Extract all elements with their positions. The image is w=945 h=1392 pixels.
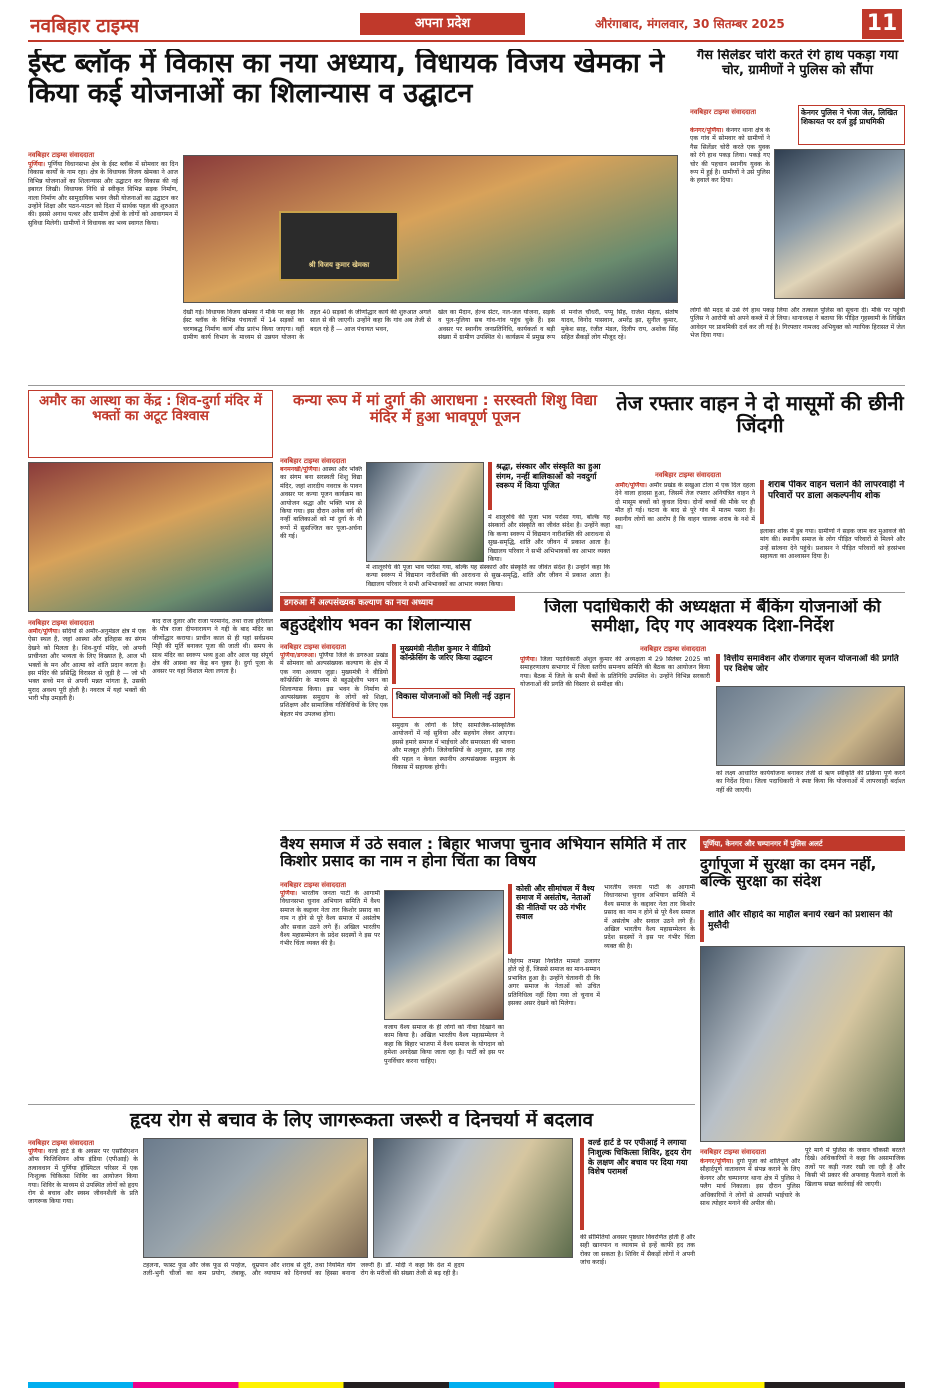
vaishya-body4: भारतीय जनता पार्टी के आगामी विधानसभा चुनाव अभियान समिति में वैश्य समाज के कद्दावर नेता तार किशोर प्रसाद का नाम न होने से पूरे वैश्य समाज में असंतोष और सवाल उठने लगे हैं। अखिल भारतीय वैश्य महासम्मेलन के प्रदेश सदस्यों ने इस पर गंभीर चिंता व्यक्त की है। [604,884,695,950]
gas-body [690,127,770,307]
heart-story [28,1108,695,1378]
vaishya-subhead-box [508,884,600,954]
kanya-dateline: बनमनखी/पूर्णिया। [280,466,321,473]
heart-body2: टहलना, फास्ट फूड और जंक फूड से परहेज, तली-भुनी चीजों का कम प्रयोग, तंबाकू, धूम्रपान और शराब से दूरी, तथा नियमित योग और व्यायाम को दिनचर्या का हिस्सा बनाना जरूरी है। डॉ. मोदी ने कहा कि देश में हृदय रोग के मरीजों की संख्या तेजी से बढ़ रही है। [143,1262,465,1278]
vaishya-body [280,890,380,1102]
lead-body2: देखी गई। विधायक विजय खेमका ने मौके पर कहा कि ईस्ट ब्लॉक के विभिन्न पंचायतों में 14 सड़कों का चरणबद्ध निर्माण कार्य शीघ्र प्रारंभ किया जाएगा। वहीं ग्रामीण कार्य विभाग के माध्यम से उन्नयन योजना के तहत 40 सड़कों के जीर्णोद्धार कार्य की शुरुआत अगले साल से की जाएगी। उन्होंने कहा कि गांव अब तेजी से बदल रहे हैं — आज पंचायत भवन, [183,309,431,342]
lead-plaque [279,211,399,281]
kanya-body2-col: में शालूरुचि की पूजा भाव परोसा गया, बल्कि यह संस्कारों और संस्कृति का जीवंत संदेश है। उन्होंने कहा कि कन्या स्वरूप में विद्यमान नारीशक्ति की आराधना से सुख-समृद्धि, शांति और जीवन में प्रकाश आता है। विद्यालय परिवार ने सभी अभिभावकों का आभार व्यक्त किया। [488,514,610,564]
color-registration-bar [28,1382,905,1388]
masthead-rule [28,40,904,42]
lead-body [28,161,178,228]
lead-photo [183,155,678,303]
heart-body [28,1148,138,1370]
divider-h4 [28,1104,695,1105]
amour-body-text: सदियों से अमौर-अनुमंडल क्षेत्र में एक ऐसा स्थल है, जहां आस्था और इतिहास का संगम देखने को मिलता है। शिव-दुर्गा मंदिर, जो अपनी प्राचीनता और भव्यता के लिए विख्यात है, आज भी भक्तों के मन और आत्मा को शांति प्रदान करता है। इस मंदिर की प्रसिद्धि विरासत से जुड़ी है — जो भी भक्त सच्चे मन से अपनी मन्नत मांगता है, उसकी मुराद अवश्य पूरी होती है। नवरात्र में यहां भक्तों की भारी भीड़ उमड़ती है। [28,628,146,703]
banking-body [520,656,710,826]
minority-subhead-box [392,644,515,684]
heart-byline: नवबिहार टाइम्स संवाददाता [28,1139,95,1147]
banking-story [520,596,905,826]
gas-subhead: केनगर पुलिस ने भेजा जेल, लिखित शिकायत पर दर्ज हुई प्राथमिकी [801,108,898,126]
banking-subhead: वित्तीय समावेशन और रोजगार सृजन योजनाओं की प्रगति पर विशेष जोर [724,654,899,675]
masthead-dateline: औरंगाबाद, मंगलवार, 30 सितम्बर 2025 [595,17,785,31]
gas-byline: नवबिहार टाइम्स संवाददाता [690,108,757,116]
minority-kicker-bar [280,596,515,611]
lead-dateline: पूर्णिया। [28,161,46,168]
vaishya-dateline: पूर्णिया। [280,890,298,897]
accident-subhead: शराब पीकर वाहन चलाने की लापरवाही ने परिवारों पर डाला अकल्पनीय शोक [768,480,905,501]
banking-photo [716,686,905,766]
lead-story [28,47,678,382]
amour-dateline: अमौर/पूर्णिया। [28,628,60,635]
lead-plaque-text: श्री विजय कुमार खेमका [308,261,370,269]
gas-body-text: केनगर थाना क्षेत्र के एक गांव में सोमवार को ग्रामीणों ने गैस सिलेंडर चोरी करते एक युवक को रंगे हाथ पकड़ लिया। पकड़े गए चोर की पहचान स्थानीय युवक के रूप में हुई है। ग्रामीणों ने उसे पुलिस के हवाले कर दिया। [690,127,770,185]
masthead-section [360,13,525,35]
police-story [700,834,905,1374]
heart-subhead: वर्ल्ड हार्ट डे पर एपीआई ने लगाया निःशुल्क चिकित्सा शिविर, हृदय रोग के लक्षण और बचाव पर दिया गया विशेष परामर्श [588,1138,692,1177]
minority-subhead: मुख्यमंत्री नीतीश कुमार ने वीडियो कॉन्फ्रेंसिंग के जरिए किया उद्घाटन [400,644,493,663]
banking-body2: को लक्ष्य आधारित कार्ययोजना बनाकर तेजी से ऋण स्वीकृति की प्रक्रिया पूर्ण करने का निर्देश दिया। जिला पदाधिकारी ने स्पष्ट किया कि योजनाओं में लापरवाही बर्दाश्त नहीं की जाएगी। [716,770,905,794]
divider-h1 [28,385,905,386]
masthead-paper-name: नवबिहार टाइम्स [30,15,140,37]
heart-photo-2 [373,1138,573,1258]
minority-body [280,652,388,822]
kanya-headline: कन्या रूप में मां दुर्गा की आराधना : सरस्वती शिशु विद्या मंदिर में हुआ भावपूर्ण पूजन [293,392,597,426]
minority-body2: समुदाय के लोगों के लिए सामाजिक-सांस्कृतिक आयोजनों में नई सुविधा और सहयोग लेकर आएगा। इससे हमारे समाज में भाईचारे और समरसता की भावना और मजबूत होगी। जिलेवासियों के अनुसार, इस तरह की पहल न केवल स्थानीय अल्पसंख्यक समुदाय के विकास में सहायक होगी। [392,722,515,772]
police-photo [700,946,905,1142]
vaishya-story [280,834,695,1102]
accident-body [615,482,755,590]
police-kicker-bar [700,836,905,851]
gas-headline: गैस सिलेंडर चोरी करते रंगे हाथ पकड़ा गया चोर, ग्रामीणों ने पुलिस को सौंपा [696,49,899,78]
page-number-box [862,9,902,39]
kanya-subhead: श्रद्धा, संस्कार और संस्कृति का हुआ संगम, नन्हीं बालिकाओं को नवदुर्गा स्वरूप में किया पूजित [496,462,601,491]
amour-story [28,390,273,860]
banking-subhead-box [716,654,905,682]
lead-body-text: पूर्णिया विधानसभा क्षेत्र के ईस्ट ब्लॉक में सोमवार का दिन विकास कार्यों के नाम रहा। क्षेत्र के विधायक विजय खेमका ने आज विभिन्न योजनाओं का शिलान्यास और उद्घाटन कर विकास की नई इबारत लिखी। विधायक निधि से स्वीकृत विभिन्न सड़क निर्माण, नाला निर्माण और सामुदायिक भवन जैसी योजनाओं का उद्घाटन कर उन्होंने शिक्षा और पठन-पाठन को दिशा में सार्थक पहल की शुरुआत की। इससे अनाथ पत्थर और ग्रामीण क्षेत्रों के लोगों को आवागमन में सुविधा मिलेगी। ग्रामीणों ने विधायक का भव्य स्वागत किया। [28,161,178,227]
kanya-photo [366,462,484,562]
divider-h3 [280,830,905,831]
amour-photo [28,462,273,612]
heart-dateline: पूर्णिया। [28,1148,46,1155]
lead-body3: खेल का मैदान, हेल्थ सेंटर, नल-जल योजना, सड़कें व पुल-पुलिया सब गांव-गांव पहुंच चुके हैं। इस अवसर पर स्थानीय जनप्रतिनिधि, कार्यकर्ता व बड़ी संख्या में ग्रामीण उपस्थित थे। कार्यक्रम में प्रमुख रूप से मनोज चौधरी, पप्पू सिंह, राजेश मेहता, संतोष यादव, विनोद पासवान, अमरेंद्र झा, सुनील कुमार, मुकेश साह, रंजीत मंडल, दिलीप राय, अशोक सिंह सहित सैकड़ों लोग मौजूद रहे। [438,309,678,342]
kanya-body2: में शालूरुचि की पूजा भाव परोसा गया, बल्कि यह संस्कारों और संस्कृति का जीवंत संदेश है। उन्होंने कहा कि कन्या स्वरूप में विद्यमान नारीशक्ति की आराधना से सुख-समृद्धि, शांति और जीवन में प्रकाश आता है। विद्यालय परिवार ने सभी अभिभावकों का आभार व्यक्त किया। [366,564,610,588]
minority-kicker: डगरुआ में अल्पसंख्यक कल्याण का नया अध्याय [284,598,434,608]
accident-subhead-box [760,480,905,524]
accident-dateline: अमौर/पूर्णिया। [615,482,647,489]
police-body [700,1158,800,1374]
minority-pullquote: विकास योजनाओं को मिली नई उड़ान [396,692,511,702]
kanya-byline: नवबिहार टाइम्स संवाददाता [280,457,347,465]
amour-byline: नवबिहार टाइम्स संवाददाता [28,619,95,627]
gas-photo [774,149,905,299]
banking-headline: जिला पदाधिकारी की अध्यक्षता में बैंकिंग योजनाओं की समीक्षा, दिए गए आवश्यक दिशा-निर्देश [544,598,881,637]
kanya-body-text: आस्था और भक्ति का संगम बना सरस्वती शिशु विद्या मंदिर, जहां शारदीय नवरात्र के पावन अवसर पर कन्या पूजन कार्यक्रम का आयोजन श्रद्धा और भक्ति भाव से किया गया। इस दौरान अनेक वर्ग की नन्हीं बालिकाओं को मां दुर्गा के नौ रूपों में सुसज्जित कर पूजा-अर्चना की गई। [280,466,362,541]
police-body-text: दुर्गा पूजा को शांतिपूर्ण और सौहार्दपूर्ण वातावरण में संपन्न कराने के लिए केनगर और चम्पानगर थाना क्षेत्र में पुलिस ने फ्लैग मार्च निकाला। इस दौरान पुलिस अधिकारियों ने लोगों से आपसी भाईचारे के साथ त्योहार मनाने की अपील की। [700,1158,800,1208]
gas-body2: लोगों की मदद से उसे रंगे हाथ पकड़ लिया और तत्काल पुलिस को सूचना दी। मौके पर पहुंची पुलिस ने आरोपी को अपने कब्जे में ले लिया। थानाध्यक्ष ने बताया कि पीड़ित गृहस्वामी के लिखित आवेदन पर प्राथमिकी दर्ज कर ली गई है। गिरफ्तार नामजद अभियुक्त को न्यायिक हिरासत में जेल भेज दिया गया। [690,307,905,340]
police-byline: नवबिहार टाइम्स संवाददाता [700,1148,767,1156]
page-number: 11 [866,11,898,36]
minority-byline: नवबिहार टाइम्स संवाददाता [280,643,347,651]
heart-body-text: वर्ल्ड हार्ट डे के अवसर पर एसोसिएशन ऑफ फिजिशियन ऑफ इंडिया (एपीआई) के तत्वावधान में पूर्णिया हॉस्पिटल परिसर में एक निःशुल्क चिकित्सा शिविर का आयोजन किया गया। शिविर के माध्यम से उपस्थित लोगों को हृदय रोग से बचाव और स्वस्थ जीवनशैली के प्रति जागरूक किया गया। [28,1148,138,1206]
police-body2: पूरे मार्ग में पुलिस के जवान चौकसी बरतते दिखे। अधिकारियों ने कहा कि असामाजिक तत्वों पर कड़ी नजर रखी जा रही है और किसी भी प्रकार की अफवाह फैलाने वालों के खिलाफ सख्त कार्रवाई की जाएगी। [805,1147,905,1188]
section-label: अपना प्रदेश [414,16,471,31]
accident-body2: इलाका शोक में डूब गया। ग्रामीणों ने सड़क जाम कर मुआवजे की मांग की। स्थानीय समाज के लोग पीड़ित परिवारों से मिलने और उन्हें सांत्वना देने पहुंचे। प्रशासन ने पीड़ित परिवारों को हरसंभव सहायता का आश्वासन दिया है। [760,528,905,561]
minority-story [280,596,515,826]
kanya-subhead-box [488,462,610,510]
accident-byline: नवबिहार टाइम्स संवाददाता [655,471,722,479]
amour-headline: अमौर का आस्था का केंद्र : शिव-दुर्गा मंदिर में भक्तों का अटूट विश्वास [39,393,262,425]
divider-h2 [280,592,905,593]
masthead [0,0,945,44]
minority-pullquote-box [392,688,515,718]
heart-headline: हृदय रोग से बचाव के लिए जागरूकता जरूरी व दिनचर्या में बदलाव [129,1110,594,1131]
police-headline: दुर्गापूजा में सुरक्षा का दमन नहीं, बल्कि सुरक्षा का संदेश [700,856,877,890]
lead-byline: नवबिहार टाइम्स संवाददाता [28,151,95,159]
police-kicker: पूर्णिया, केनगर और चम्पानगर में पुलिस अलर्ट [703,839,823,848]
vaishya-subhead: कोसी और सीमांचल में वैश्य समाज में असंतोष, नेताओं की नीतियों पर उठे गंभीर सवाल [516,884,595,922]
accident-story [615,390,905,590]
police-subhead-box [700,910,905,942]
vaishya-body3: विहंगम तमन्ना निवर्तित मामले उजागर होते रहे हैं, जिससे समाज का मान-सम्मान प्रभावित हुआ है। उन्होंने चेतावनी दी कि अगर समाज के नेताओं को उचित प्रतिनिधित्व नहीं दिया गया तो चुनाव में इसका असर देखने को मिलेगा। [508,958,600,1008]
police-dateline: केनगर/पूर्णिया। [700,1158,734,1165]
gas-dateline: केनगर/पूर्णिया। [690,127,724,134]
gas-story [690,47,905,382]
accident-body-text: अमौर प्रखंड के सखुआ टोला में एक दिल दहला देने वाला हादसा हुआ, जिसमें तेज रफ्तार अनियंत्रित वाहन ने दो मासूम बच्चों को कुचल दिया। दोनों बच्चों की मौके पर ही मौत हो गई। घटना के बाद से पूरे गांव में मातम पसरा है। स्थानीय लोगों का आरोप है कि वाहन चालक शराब के नशे में था। [615,482,755,532]
vaishya-body2: वजाय वैश्य समाज के ही लोगों को नीचा दिखाने का काम किया है। अखिल भारतीय वैश्य महासम्मेलन ने कहा कि बिहार भाजपा में वैश्य समाज के योगदान को हमेशा अनदेखा किया जाता रहा है। पार्टी को इस पर पुनर्विचार करना चाहिए। [384,1024,504,1065]
minority-body-text: पूर्णिया जिले के डगरुआ प्रखंड में सोमवार को अल्पसंख्यक कल्याण के क्षेत्र में एक नया अध्याय जुड़ा। मुख्यमंत्री ने वीडियो कॉन्फ्रेंसिंग के माध्यम से बहुउद्देशीय भवन का शिलान्यास किया। इस भवन के निर्माण से अल्पसंख्यक समुदाय के लोगों को शिक्षा, प्रशिक्षण और सामाजिक गतिविधियों के लिए एक बेहतर मंच उपलब्ध होगा। [280,652,388,718]
vaishya-body-text: भारतीय जनता पार्टी के आगामी विधानसभा चुनाव अभियान समिति में वैश्य समाज के कद्दावर नेता तार किशोर प्रसाद का नाम न होने से पूरे वैश्य समाज में असंतोष और सवाल उठने लगे हैं। अखिल भारतीय वैश्य महासम्मेलन के प्रदेश सदस्यों ने इस पर गंभीर चिंता व्यक्त की है। [280,890,380,948]
vaishya-portrait [384,890,504,1020]
vaishya-byline: नवबिहार टाइम्स संवाददाता [280,881,347,889]
lead-headline: ईस्ट ब्लॉक में विकास का नया अध्याय, विधायक विजय खेमका ने किया कई योजनाओं का शिलान्यास व उद्घाटन [28,49,665,110]
minority-headline: बहुउद्देशीय भवन का शिलान्यास [280,616,471,635]
accident-headline: तेज रफ्तार वाहन ने दो मासूमों की छीनी जिंदगी [616,392,904,437]
amour-headline-box [28,390,273,458]
banking-dateline: पूर्णिया। [520,656,538,663]
gas-subhead-box [798,105,905,145]
police-subhead: शांति और सौहार्द का माहौल बनाये रखने को प्रशासन की मुस्तैदी [708,910,893,931]
heart-subhead-box [580,1138,695,1230]
vaishya-headline: वैश्य समाज में उठे सवाल : बिहार भाजपा चुनाव अभियान समिति में तार किशोर प्रसाद का नाम न होना चिंता का विषय [280,836,686,871]
kanya-story [280,390,610,590]
amour-body [28,628,146,860]
banking-body-text: जिला पदाधिकारी अंशुल कुमार की अध्यक्षता में 29 सितंबर 2025 को समाहरणालय सभागार में जिला स्तरीय समन्वय समिति की बैठक का आयोजन किया गया। बैठक में जिले के सभी बैंकों के प्रतिनिधि उपस्थित थे। उन्होंने विभिन्न सरकारी योजनाओं की प्रगति की विस्तार से समीक्षा की। [520,656,710,689]
kanya-body [280,466,362,586]
heart-photo-1 [143,1138,368,1258]
amour-body2: बाद राज दुलार और राजा परमानंद, तथा राजा हरिलाल के पौत्र राजा दीपनारायण ने गद्दी के बाद मंदिर का जीर्णोद्धार कराया। प्राचीन काल से ही यहां सर्वप्रथम मिट्टी की मूर्ति बनाकर पूजा की जाती थी। समय के साथ मंदिर का स्वरूप भव्य हुआ और आज यह संपूर्ण क्षेत्र की आस्था का केंद्र बन चुका है। दुर्गा पूजा के अवसर पर यहां विशाल मेला लगता है। [152,618,273,676]
banking-byline: नवबिहार टाइम्स संवाददाता [640,645,707,653]
minority-dateline: पूर्णिया/डगरुआ। [280,652,317,659]
lead-text-col1 [28,150,178,380]
heart-body3: की सीमितियों अवसर पृष्ठधार विवरणित होती हैं और सही खानपान व व्यायाम से इन्हें काफी हद तक रोका जा सकता है। शिविर में सैकड़ों लोगों ने अपनी जांच कराई। [580,1234,695,1267]
